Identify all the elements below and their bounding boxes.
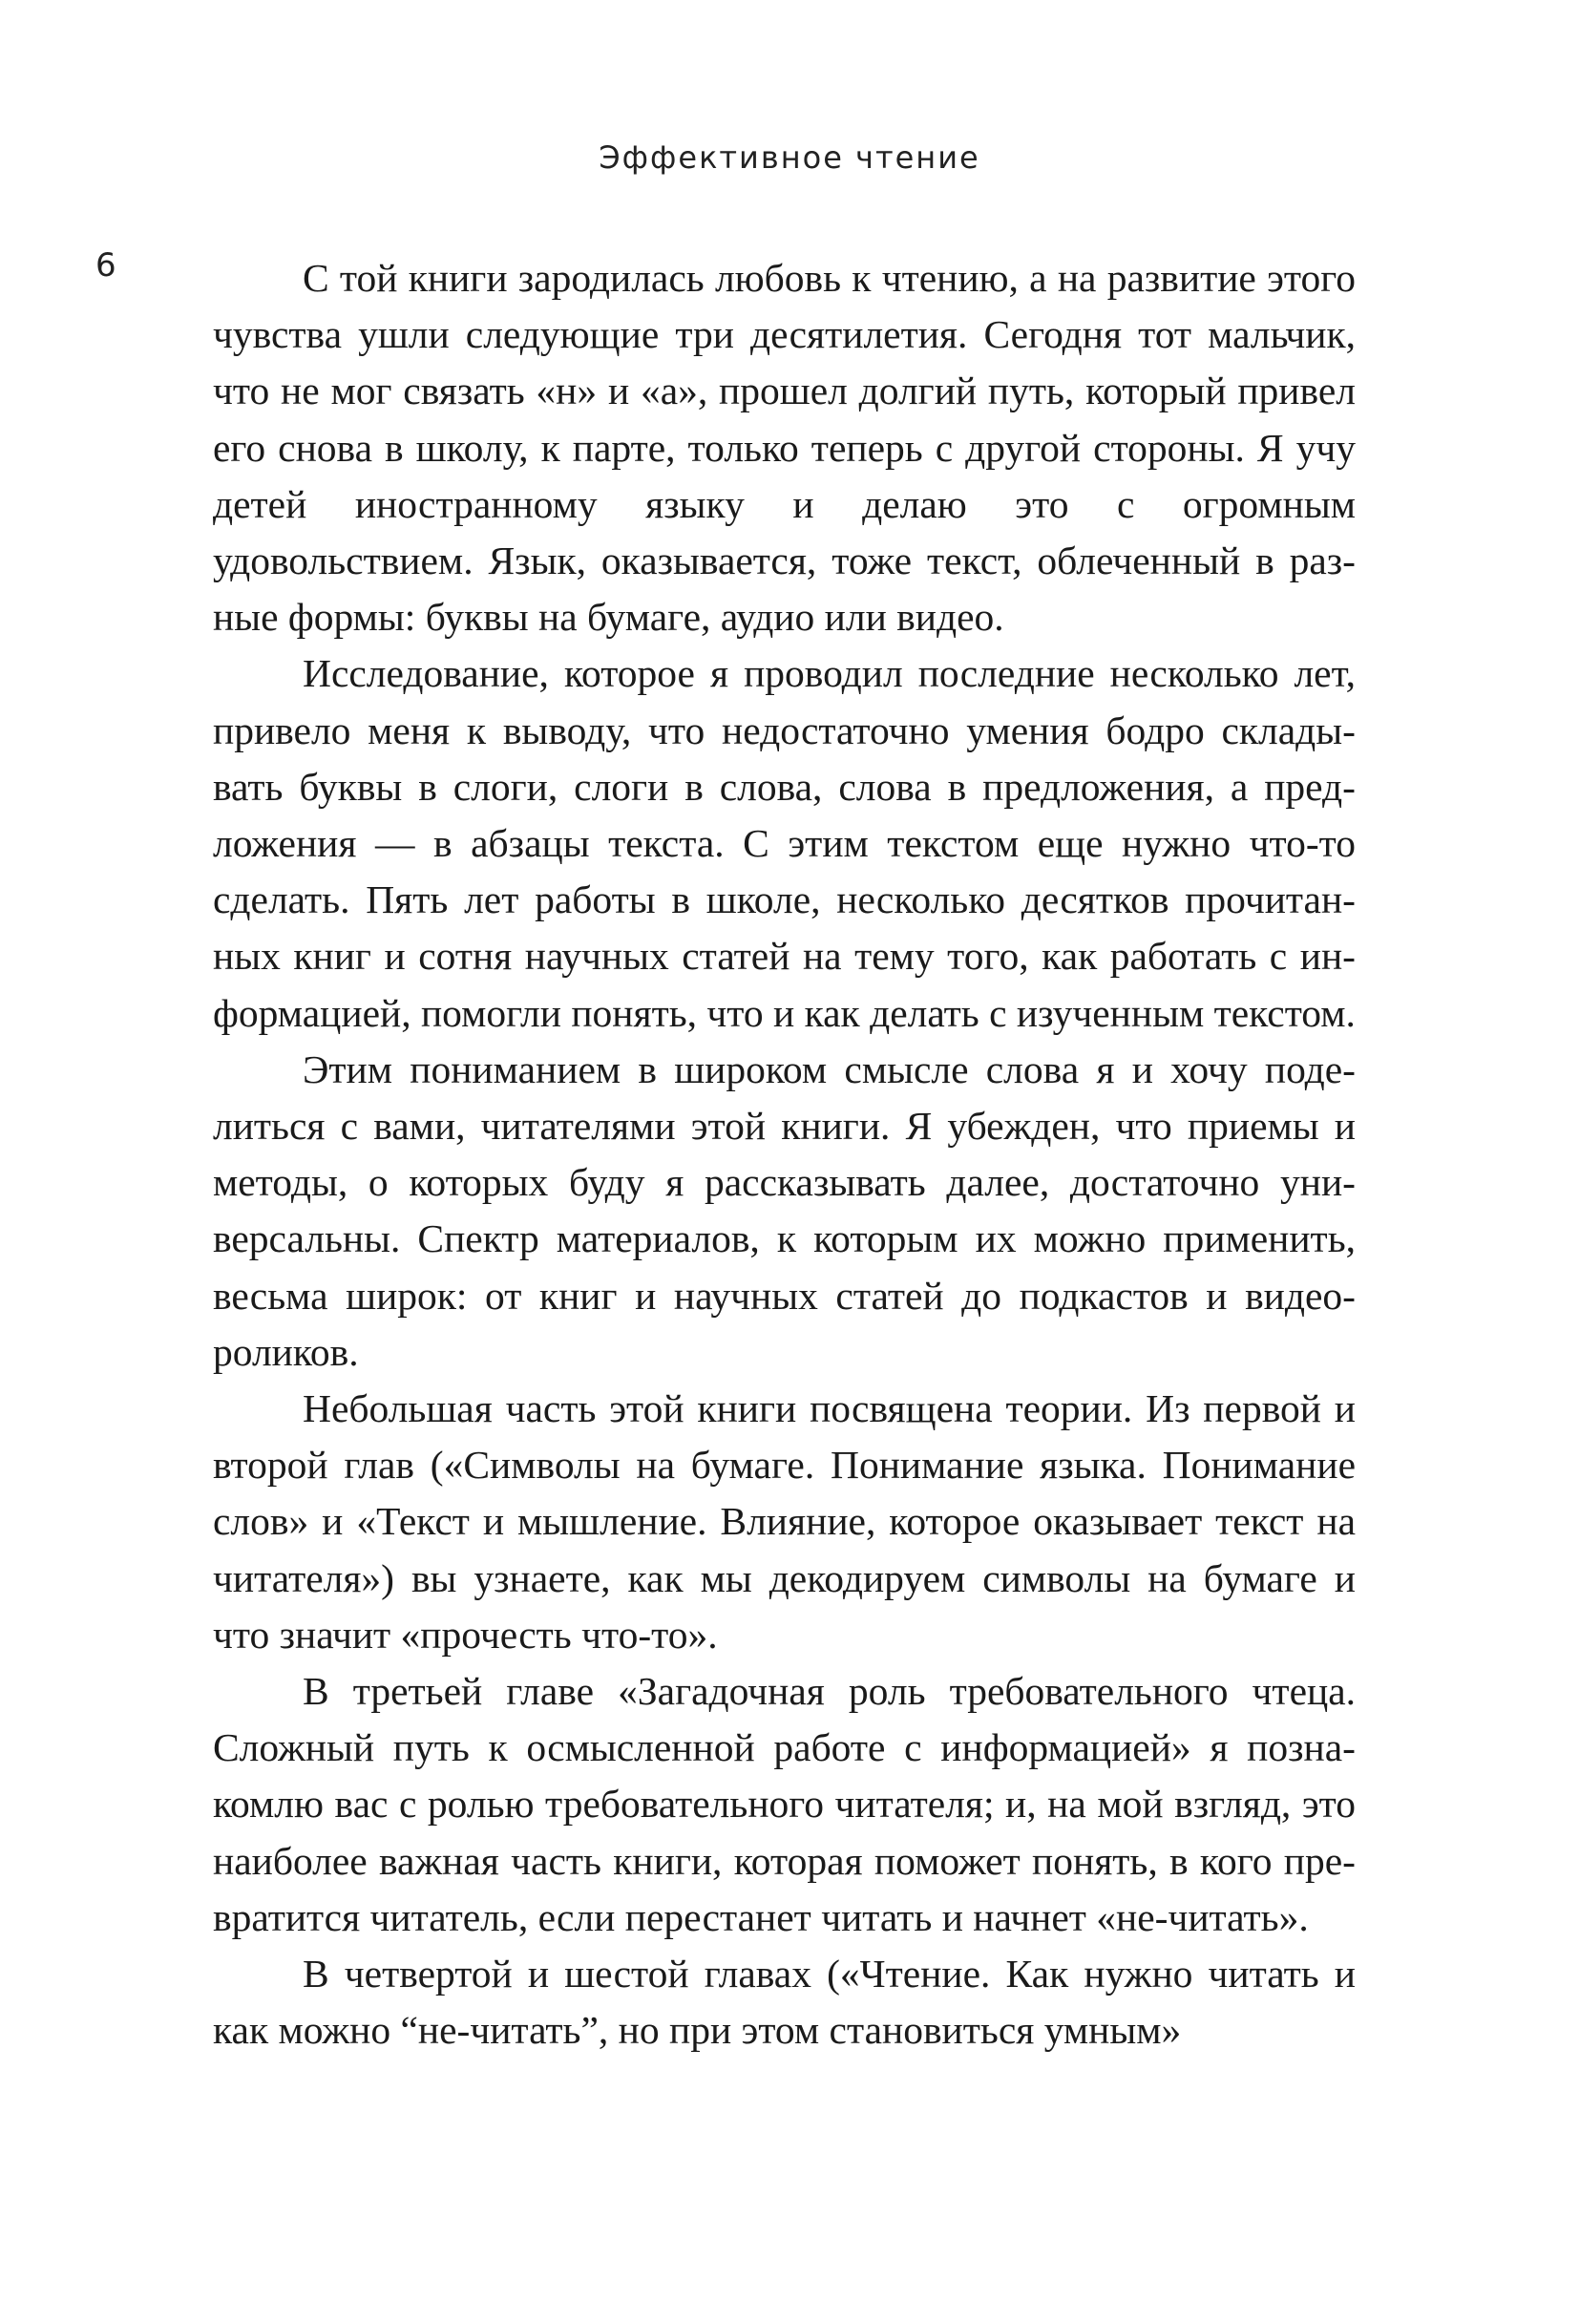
paragraph-2: Исследование, которое я проводил последние несколько лет, привело меня к выводу, что недостаточно умения бодро складывать буквы в слоги, слоги в слова, слова в предложения, а предложения — в абзацы текста. С этим текстом еще нужно что-то сделать. Пять лет работы в школе, несколько десятков прочитанных книг и сотня научных статей на тему того, как работать с информацией, помогли понять, что и как делать с изученным текстом.	[213, 651, 1356, 1035]
page-number: 6	[95, 246, 116, 285]
body-text	[213, 250, 1356, 2060]
paragraph-1: С той книги зародилась любовь к чтению, а на развитие этого чувства ушли следующие три десятилетия. Сегодня тот мальчик, что не мог связать «н» и «а», прошел долгий путь, который привел его снова в школу, к парте, только теперь с другой стороны. Я учу детей иностранному языку и делаю это с огромным удовольствием. Язык, оказывается, тоже текст, облеченный в разные формы: буквы на бумаге, аудио или видео.	[213, 256, 1356, 640]
paragraph-5: В третьей главе «Загадочная роль требовательного чтеца. Сложный путь к осмысленной работе с информацией» я познакомлю вас с ролью требовательного читателя; и, на мой взгляд, это наиболее важная часть книги, которая поможет понять, в кого превратится читатель, если перестанет читать и начнет «не-читать».	[213, 1669, 1356, 1939]
paragraph-6: В четвертой и шестой главах («Чтение. Как нужно читать и как можно “не-читать”, но при этом становиться умным»	[213, 1952, 1356, 2053]
paragraph-3: Этим пониманием в широком смысле слова я и хочу поделиться с вами, читателями этой книги. Я убежден, что приемы и методы, о которых буду я рассказывать далее, достаточно универсальны. Спектр материалов, к которым их можно применить, весьма широк: от книг и научных статей до подкастов и видеороликов.	[213, 1046, 1356, 1374]
paragraph-4: Небольшая часть этой книги посвящена теории. Из первой и второй глав («Символы на бумаге. Понимание языка. Понимание слов» и «Текст и мышление. Влияние, которое оказывает текст на читателя») вы узнаете, как мы декодируем символы на бумаге и что значит «прочесть что-то».	[213, 1386, 1356, 1657]
running-head: Эффективное чтение	[599, 139, 980, 176]
